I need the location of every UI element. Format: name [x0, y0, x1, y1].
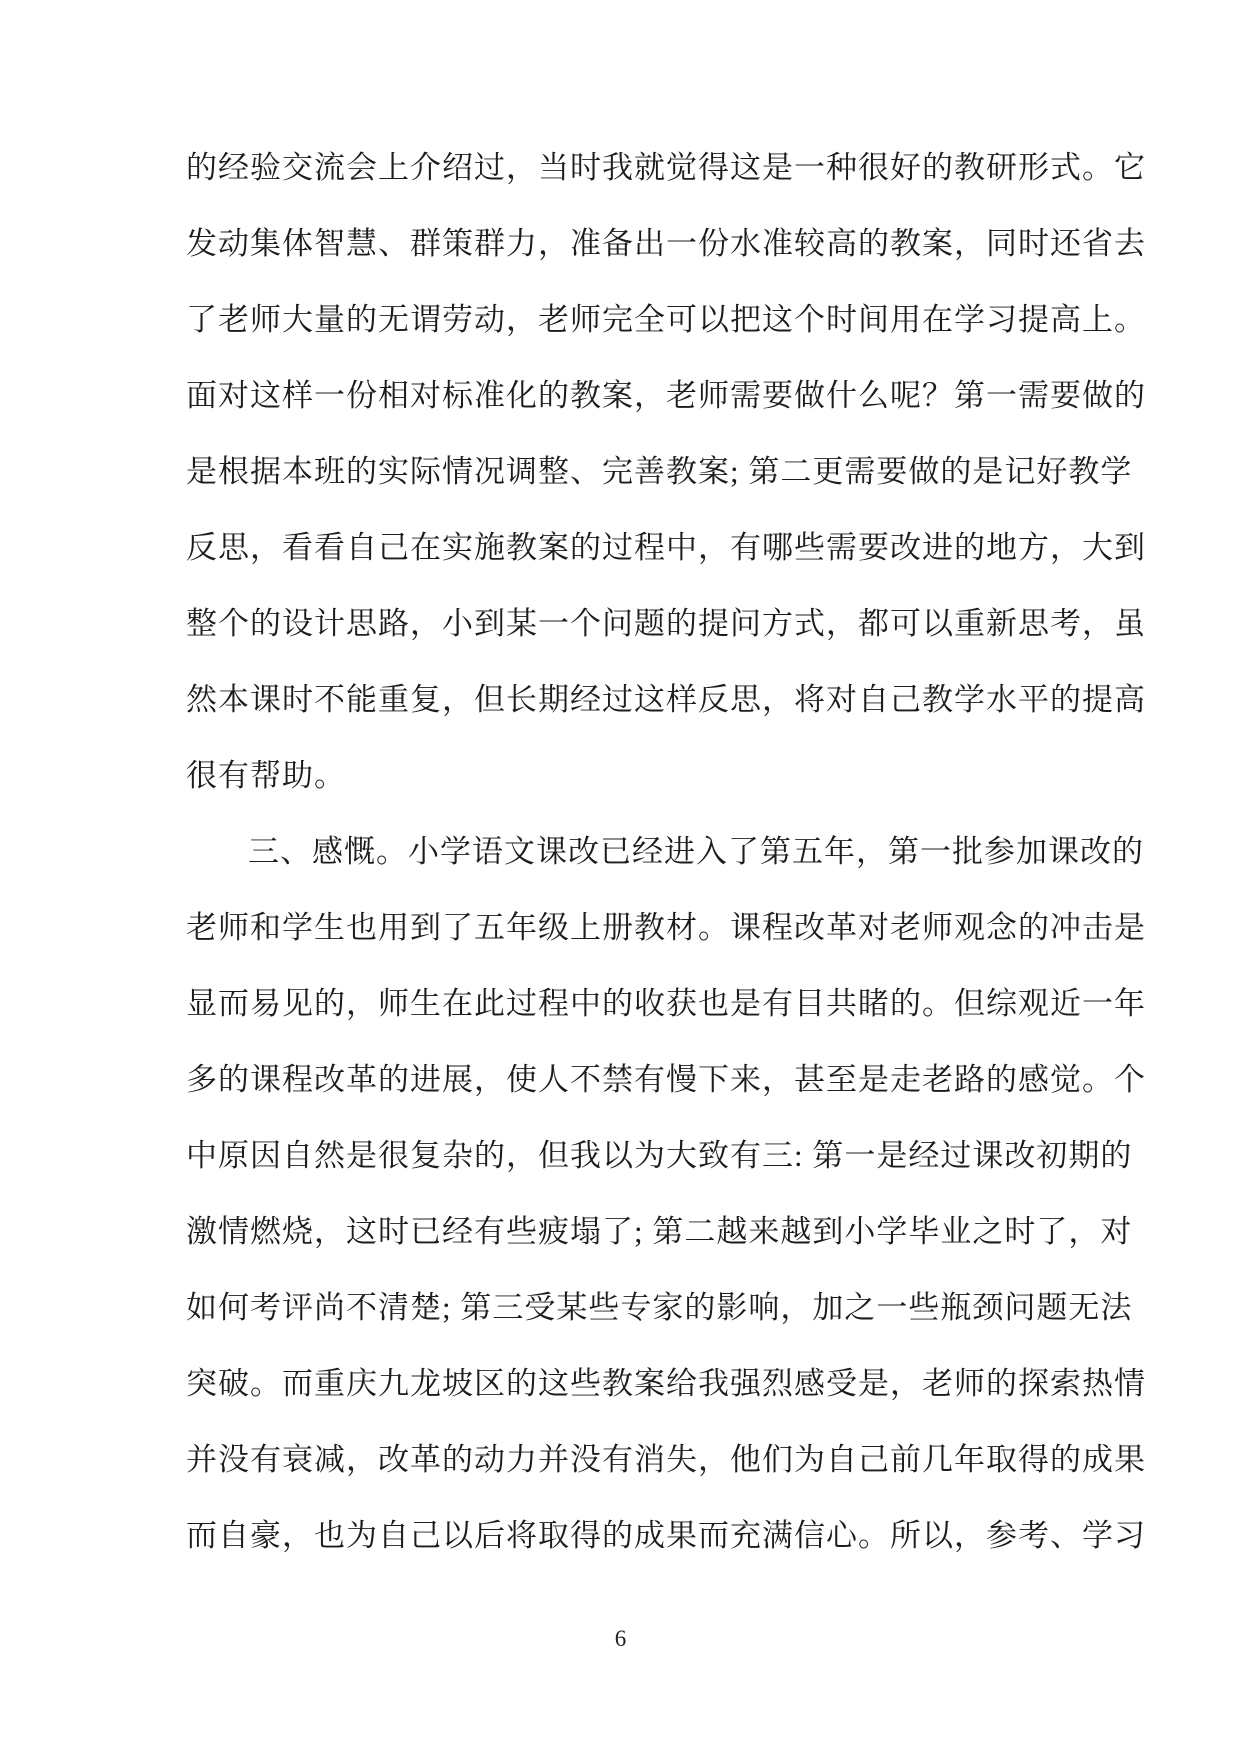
text-line: 然本课时不能重复，但长期经过这样反思，将对自己教学水平的提高 [186, 682, 1146, 717]
text-line: 激情燃烧，这时已经有些疲塌了; 第二越来越到小学毕业之时了，对 [186, 1214, 1133, 1249]
text-line: 是根据本班的实际情况调整、完善教案; 第二更需要做的是记好教学 [186, 454, 1133, 489]
text-line: 多的课程改革的进展，使人不禁有慢下来，甚至是走老路的感觉。个 [186, 1062, 1146, 1097]
text-line-paragraph-end: 很有帮助。 [186, 758, 346, 793]
text-line: 发动集体智慧、群策群力，准备出一份水准较高的教案，同时还省去 [186, 226, 1146, 261]
text-line: 并没有衰减，改革的动力并没有消失，他们为自己前几年取得的成果 [186, 1442, 1146, 1477]
text-line: 中原因自然是很复杂的，但我以为大致有三: 第一是经过课改初期的 [186, 1138, 1133, 1173]
page-number-footer: 6 [614, 1626, 627, 1651]
text-line: 面对这样一份相对标准化的教案，老师需要做什么呢？第一需要做的 [186, 378, 1146, 413]
text-line: 老师和学生也用到了五年级上册教材。课程改革对老师观念的冲击是 [186, 910, 1146, 945]
text-line: 如何考评尚不清楚; 第三受某些专家的影响，加之一些瓶颈问题无法 [186, 1290, 1133, 1325]
text-line: 整个的设计思路，小到某一个问题的提问方式，都可以重新思考，虽 [186, 606, 1146, 641]
text-line: 反思，看看自己在实施教案的过程中，有哪些需要改进的地方，大到 [186, 530, 1146, 565]
text-line: 的经验交流会上介绍过，当时我就觉得这是一种很好的教研形式。它 [186, 150, 1146, 185]
text-line: 了老师大量的无谓劳动，老师完全可以把这个时间用在学习提高上。 [186, 302, 1146, 337]
text-line: 突破。而重庆九龙坡区的这些教案给我强烈感受是，老师的探索热情 [186, 1366, 1146, 1401]
text-line: 显而易见的，师生在此过程中的收获也是有目共睹的。但综观近一年 [186, 986, 1146, 1021]
text-line-paragraph-start: 三、感慨。小学语文课改已经进入了第五年，第一批参加课改的 [248, 834, 1144, 869]
text-line: 而自豪，也为自己以后将取得的成果而充满信心。所以，参考、学习 [186, 1518, 1146, 1553]
document-text-block [186, 130, 1146, 1574]
